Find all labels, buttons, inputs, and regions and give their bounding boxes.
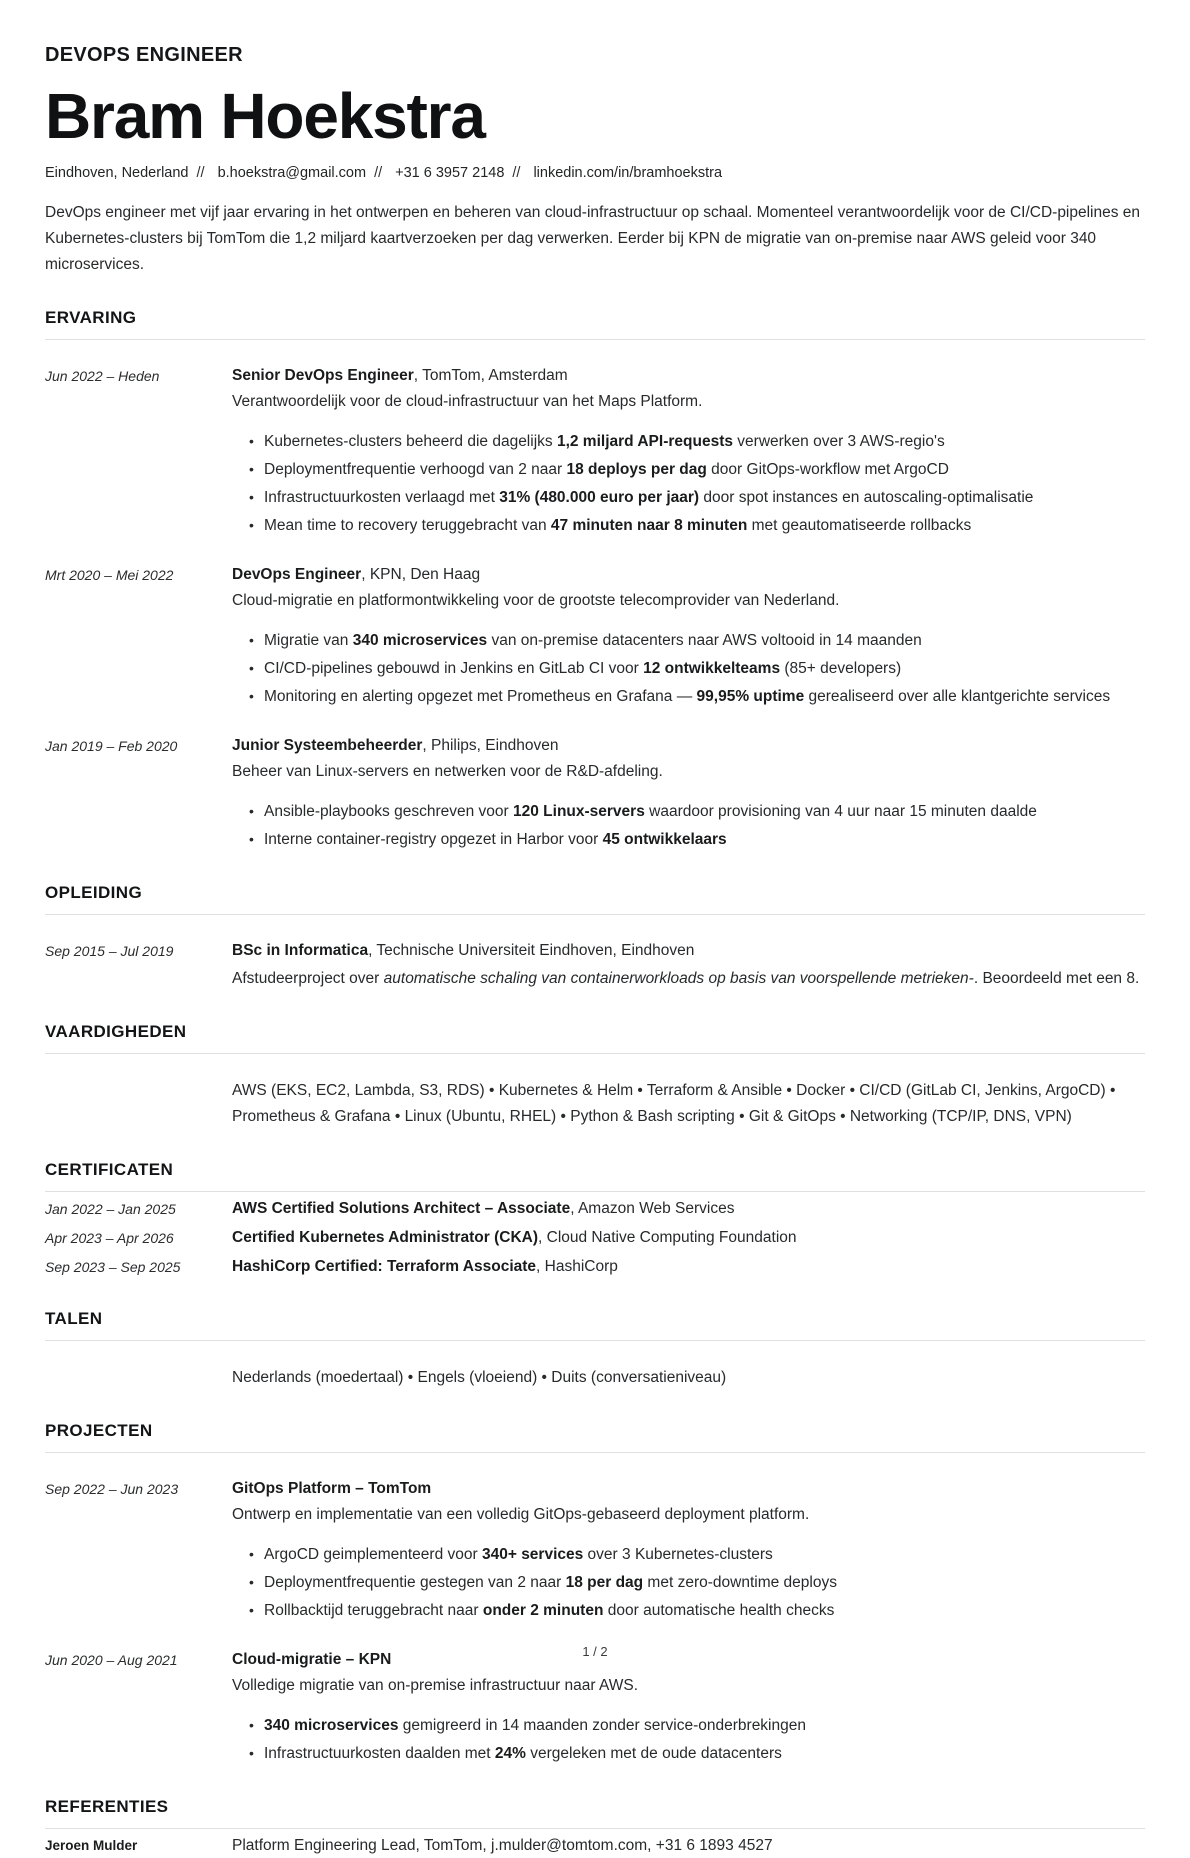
- entry-date: Sep 2015 – Jul 2019: [45, 943, 174, 959]
- job-title-kicker: DEVOPS ENGINEER: [45, 44, 243, 66]
- contact-item: +31 6 3957 2148: [395, 165, 505, 181]
- section-title: CERTIFICATEN: [45, 1160, 1145, 1192]
- entry-date: Sep 2023 – Sep 2025: [45, 1259, 181, 1275]
- contact-separator: //: [196, 165, 205, 181]
- resume-entry: [45, 1648, 1145, 1767]
- entry-body: [232, 1477, 1145, 1624]
- contact-separator: //: [512, 165, 521, 181]
- bullet-list: [232, 1712, 1145, 1767]
- section-talen: [45, 1309, 1145, 1391]
- entry-title: GitOps Platform – TomTom: [232, 1480, 432, 1497]
- resume-entry: [45, 734, 1145, 853]
- contact-item: linkedin.com/in/bramhoekstra: [533, 165, 723, 181]
- entry-paragraph: AWS (EKS, EC2, Lambda, S3, RDS) • Kubernetes & Helm • Terraform & Ansible • Docker • CI/CD (GitLab CI, Jenkins, ArgoCD) • Prometheus & Grafana • Linux (Ubuntu, RHEL) • Python & Bash scripting • Git & GitOps • Networking (TCP/IP, DNS, VPN): [232, 1082, 1116, 1125]
- bullet-item: • Migratie van 340 microservices van on-premise datacenters naar AWS voltooid in 14 maanden: [249, 627, 1145, 654]
- section-title: PROJECTEN: [45, 1421, 1145, 1453]
- bullet-item: • Infrastructuurkosten daalden met 24% vergeleken met de oude datacenters: [249, 1740, 1145, 1767]
- contact-separator: //: [374, 165, 383, 181]
- entry-body: [232, 1078, 1145, 1130]
- bullet-item: • CI/CD-pipelines gebouwd in Jenkins en GitLab CI voor 12 ontwikkelteams (85+ developers): [249, 655, 1145, 682]
- resume-entry: [45, 1834, 1145, 1858]
- entry-date: Mrt 2020 – Mei 2022: [45, 567, 174, 583]
- bullet-item: • Rollbacktijd teruggebracht naar onder 2 minuten door automatische health checks: [249, 1597, 1145, 1624]
- entry-body: [232, 1226, 1145, 1250]
- entry-subtitle: Verantwoordelijk voor de cloud-infrastructuur van het Maps Platform.: [232, 393, 703, 410]
- entry-title: HashiCorp Certified: Terraform Associate, HashiCorp: [232, 1258, 618, 1275]
- entry-date: Sep 2022 – Jun 2023: [45, 1481, 179, 1497]
- resume-entry: [45, 1477, 1145, 1624]
- entry-body: [232, 939, 1145, 992]
- entry-subtitle: Volledige migratie van on-premise infrastructuur naar AWS.: [232, 1677, 639, 1694]
- section-title: OPLEIDING: [45, 883, 1145, 915]
- contact-item: b.hoekstra@gmail.com: [217, 165, 367, 181]
- entry-body: [232, 1365, 1145, 1391]
- entry-title: Senior DevOps Engineer, TomTom, Amsterdam: [232, 367, 568, 384]
- resume-entry: [45, 364, 1145, 539]
- contact-line: [45, 165, 1145, 181]
- entry-title: DevOps Engineer, KPN, Den Haag: [232, 566, 481, 583]
- section-title: ERVARING: [45, 308, 1145, 340]
- bullet-item: • 340 microservices gemigreerd in 14 maanden zonder service-onderbrekingen: [249, 1712, 1145, 1739]
- entry-date: Apr 2023 – Apr 2026: [45, 1230, 174, 1246]
- entry-date: Jun 2022 – Heden: [45, 368, 160, 384]
- entry-paragraph: Nederlands (moedertaal) • Engels (vloeiend) • Duits (conversatieniveau): [232, 1369, 727, 1386]
- entry-subtitle: Beheer van Linux-servers en netwerken voor de R&D-afdeling.: [232, 763, 663, 780]
- contact-item: Eindhoven, Nederland: [45, 165, 189, 181]
- resume-entry: [45, 1226, 1145, 1250]
- resume-entry: [45, 1255, 1145, 1279]
- entry-paragraph: Afstudeerproject over automatische schaling van containerworkloads op basis van voorspellende metrieken-. Beoordeeld met een 8.: [232, 970, 1140, 987]
- entry-subtitle: Ontwerp en implementatie van een volledig GitOps-gebaseerd deployment platform.: [232, 1506, 810, 1523]
- candidate-name: Bram Hoekstra: [45, 80, 485, 152]
- section-certificaten: [45, 1160, 1145, 1279]
- entry-title: Certified Kubernetes Administrator (CKA), Cloud Native Computing Foundation: [232, 1229, 797, 1246]
- reference-name: Jeroen Mulder: [45, 1838, 138, 1853]
- section-projecten: [45, 1421, 1145, 1767]
- entry-title: BSc in Informatica, Technische Universiteit Eindhoven, Eindhoven: [232, 942, 695, 959]
- entry-body: [232, 364, 1145, 539]
- bullet-item: • Monitoring en alerting opgezet met Prometheus en Grafana — 99,95% uptime gerealiseerd over alle klantgerichte services: [249, 683, 1145, 710]
- entry-title: AWS Certified Solutions Architect – Associate, Amazon Web Services: [232, 1200, 735, 1217]
- bullet-item: • Infrastructuurkosten verlaagd met 31% (480.000 euro per jaar) door spot instances en autoscaling-optimalisatie: [249, 484, 1145, 511]
- bullet-item: • Ansible-playbooks geschreven voor 120 Linux-servers waardoor provisioning van 4 uur naar 15 minuten daalde: [249, 798, 1145, 825]
- profile-summary: DevOps engineer met vijf jaar ervaring in het ontwerpen en beheren van cloud-infrastructuur op schaal. Momenteel verantwoordelijk voor de CI/CD-pipelines en Kubernetes-clusters bij TomTom die 1,2 miljard kaartverzoeken per dag verwerken. Eerder bij KPN de migratie van on-premise naar AWS geleid voor 340 microservices.: [45, 204, 1141, 273]
- entry-date: Jan 2019 – Feb 2020: [45, 738, 178, 754]
- entry-date: Jun 2020 – Aug 2021: [45, 1652, 178, 1668]
- section-vaardigheden: [45, 1022, 1145, 1130]
- bullet-item: • Deploymentfrequentie gestegen van 2 naar 18 per dag met zero-downtime deploys: [249, 1569, 1145, 1596]
- entry-title: Platform Engineering Lead, TomTom, j.mulder@tomtom.com, +31 6 1893 4527: [232, 1837, 773, 1854]
- section-title: VAARDIGHEDEN: [45, 1022, 1145, 1054]
- entry-left-spacer: [45, 1078, 232, 1130]
- entry-subtitle: Cloud-migratie en platformontwikkeling voor de grootste telecomprovider van Nederland.: [232, 592, 840, 609]
- section-title: REFERENTIES: [45, 1797, 1145, 1829]
- bullet-list: [232, 428, 1145, 539]
- bullet-list: [232, 798, 1145, 853]
- bullet-item: • Deploymentfrequentie verhoogd van 2 naar 18 deploys per dag door GitOps-workflow met ArgoCD: [249, 456, 1145, 483]
- page-number: 1 / 2: [582, 1644, 608, 1659]
- bullet-item: • ArgoCD geimplementeerd voor 340+ services over 3 Kubernetes-clusters: [249, 1541, 1145, 1568]
- entry-body: [232, 1648, 1145, 1767]
- resume-entry: [45, 1197, 1145, 1221]
- resume-entry: [45, 939, 1145, 992]
- entry-body: [232, 1255, 1145, 1279]
- section-opleiding: [45, 883, 1145, 992]
- bullet-list: [232, 1541, 1145, 1624]
- entry-title: Junior Systeembeheerder, Philips, Eindhoven: [232, 737, 559, 754]
- entry-body: [232, 1834, 1145, 1858]
- entry-body: [232, 734, 1145, 853]
- entry-body: [232, 563, 1145, 710]
- entry-title: Cloud-migratie – KPN: [232, 1651, 392, 1668]
- sections: [45, 308, 1145, 1858]
- bullet-list: [232, 627, 1145, 710]
- section-referenties: [45, 1797, 1145, 1858]
- section-title: TALEN: [45, 1309, 1145, 1341]
- resume-entry: [45, 1078, 1145, 1130]
- bullet-item: • Interne container-registry opgezet in Harbor voor 45 ontwikkelaars: [249, 826, 1145, 853]
- resume-entry: [45, 1365, 1145, 1391]
- bullet-item: • Kubernetes-clusters beheerd die dagelijks 1,2 miljard API-requests verwerken over 3 AWS-regio's: [249, 428, 1145, 455]
- bullet-item: • Mean time to recovery teruggebracht van 47 minuten naar 8 minuten met geautomatiseerde rollbacks: [249, 512, 1145, 539]
- resume-entry: [45, 563, 1145, 710]
- entry-date: Jan 2022 – Jan 2025: [45, 1201, 176, 1217]
- entry-body: [232, 1197, 1145, 1221]
- section-ervaring: [45, 308, 1145, 853]
- entry-left-spacer: [45, 1365, 232, 1391]
